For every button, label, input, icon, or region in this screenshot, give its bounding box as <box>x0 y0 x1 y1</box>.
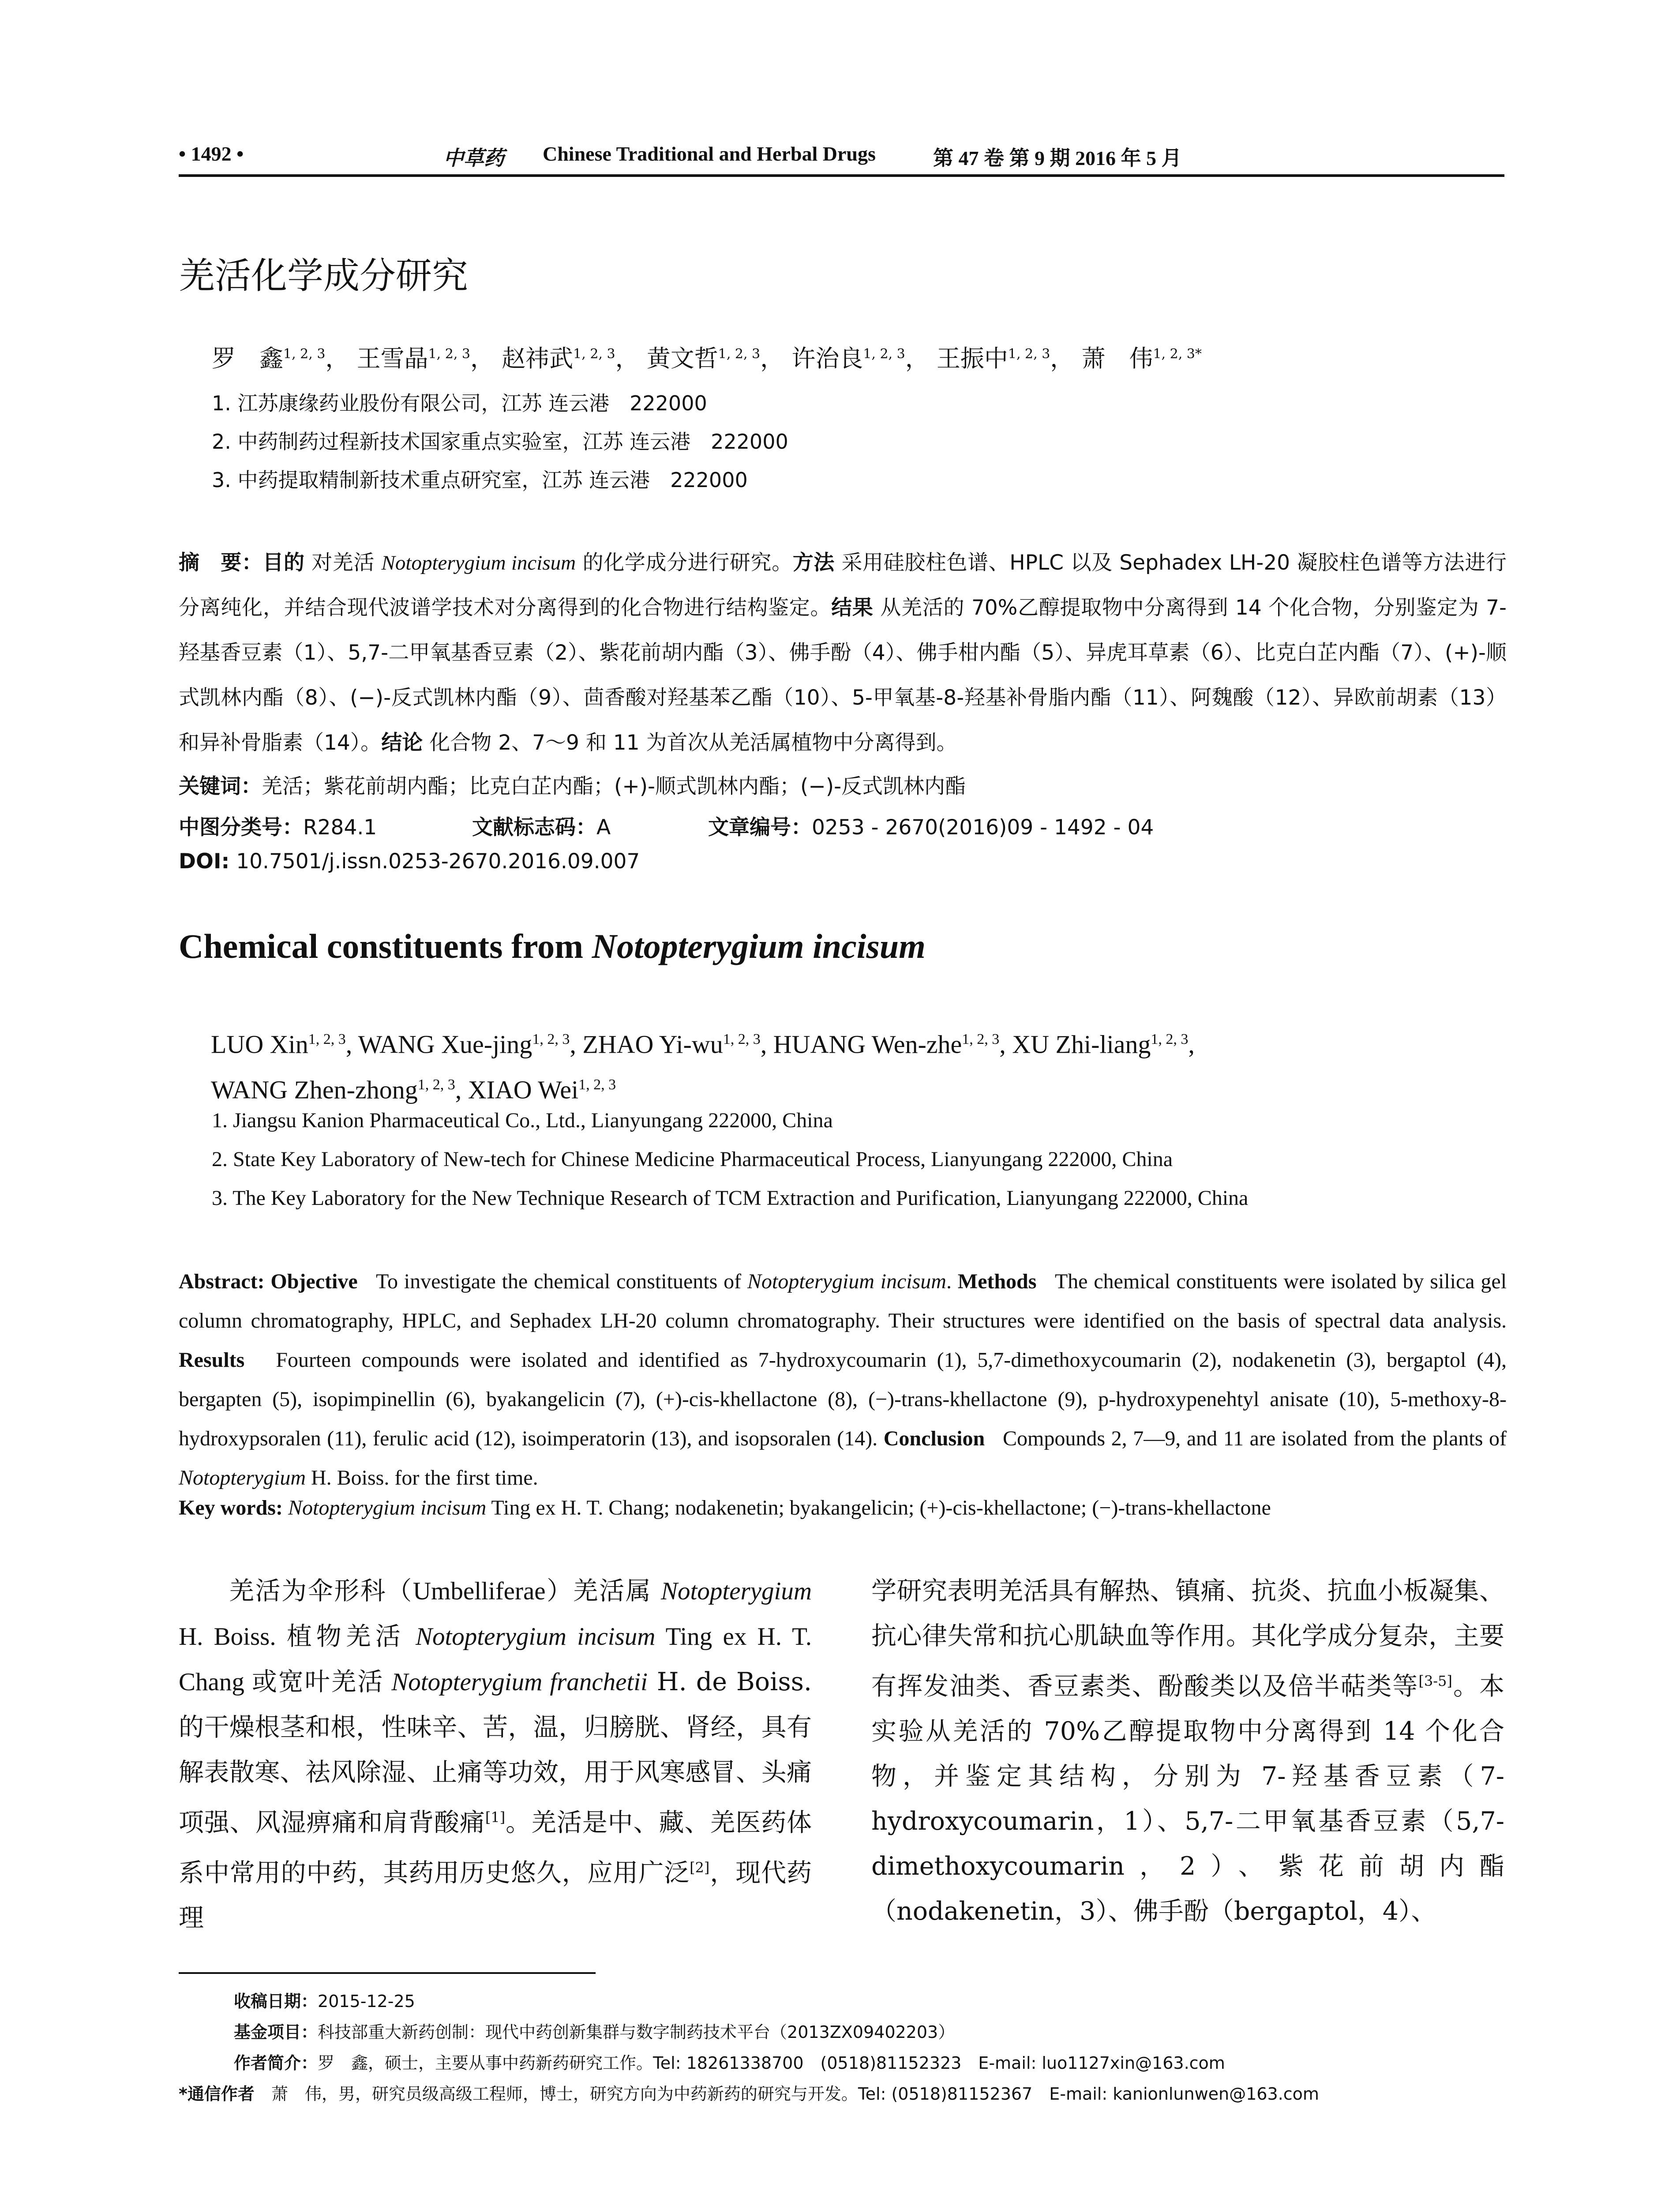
citation-ref[interactable]: [1] <box>485 1809 506 1826</box>
species-name: Notopterygium incisum <box>381 552 576 574</box>
author-cn: 王雪晶 <box>356 345 428 372</box>
article-value: 0253 - 2670(2016)09 - 1492 - 04 <box>812 815 1154 840</box>
body-column-left <box>179 1568 812 1940</box>
title-cn: 羌活化学成分研究 <box>179 255 469 297</box>
author-sup: 1, 2, 3 <box>283 346 326 362</box>
species-name-en: Notopterygium incisum <box>747 1270 946 1293</box>
body-text: 羌活为伞形科（ <box>229 1576 413 1606</box>
doc-label: 文献标志码： <box>472 815 596 840</box>
methods-en-label: Methods <box>957 1270 1037 1293</box>
objective-en-text: . <box>946 1270 952 1293</box>
issue-info: 第 47 卷 第 9 期 2016 年 5 月 <box>933 147 1182 169</box>
author-sup: 1, 2, 3* <box>1153 346 1202 362</box>
footnote-rule <box>179 1972 596 1974</box>
footnote-text: 2015-12-25 <box>318 1992 415 2011</box>
clc-value: R284.1 <box>303 815 377 840</box>
author-sup: 1, 2, 3 <box>532 1031 570 1047</box>
citation-ref[interactable]: [2] <box>690 1859 710 1876</box>
results-en-label: Results <box>179 1348 245 1372</box>
author-cn: 黄文哲 <box>646 345 718 372</box>
author-en: ZHAO Yi-wu <box>582 1030 723 1059</box>
body-text: ）羌活属 <box>545 1576 661 1606</box>
author-en: XIAO Wei <box>468 1075 579 1104</box>
body-text: 。本实验从羌活的 70%乙醇提取物中分离得到 14 个化合物，并鉴定其结构，分别为 7-羟基香豆素（7-hydroxycoumarin，1）、5,7-二甲氧基香豆素（5,7-dimethoxycoumarin，2）、紫花前胡内酯（nodakenetin，3）、佛手酚（bergaptol，4）、 <box>871 1672 1505 1926</box>
footnote-corresponding <box>179 2080 1319 2105</box>
classification-line <box>179 811 377 840</box>
author-sep: , <box>345 1030 358 1059</box>
page-number: • 1492 • <box>179 143 244 165</box>
body-text: H. de Boiss. 的干燥根茎和根，性味辛、苦，温，归膀胱、肾经，具有解表散寒、祛风除湿、止痛等功效，用于风寒感冒、头痛项强、风湿痹痛和肩背酸痛 <box>179 1667 812 1837</box>
author-en: HUANG Wen-zhe <box>773 1030 962 1059</box>
author-sup: 1, 2, 3 <box>962 1031 1000 1047</box>
abstract-en <box>179 1262 1507 1497</box>
clc-label: 中图分类号： <box>179 815 303 840</box>
abstract-cn <box>179 540 1507 765</box>
footnote-text: 科技部重大新药创制：现代中药创新集群与数字制药技术平台（2013ZX09402203） <box>318 2022 955 2042</box>
doi-label: DOI: <box>179 849 230 874</box>
keywords-label: 关键词： <box>179 774 262 799</box>
journal-name-cn: 中草药 <box>443 146 504 170</box>
conclusion-text: 化合物 2、7～9 和 11 为首次从羌活属植物中分离得到。 <box>429 731 957 755</box>
author-sep: , <box>570 1030 583 1059</box>
running-header <box>179 142 1504 173</box>
affiliation-en: 3. The Key Laboratory for the New Technique Research of TCM Extraction and Purification, Lianyungang 222000, China <box>212 1186 1249 1210</box>
footnote-label: 作者简介： <box>234 2053 318 2073</box>
author-cn: 罗 鑫 <box>212 345 283 372</box>
authors-en: LUO Xin$^{1, 2, 3}$, WANG Xue-jing$^{1, 2, 3}$, ZHAO Yi-wu$^{1, 2, 3}$, HUANG Wen-zhe$^{1, 2, 3}$, XU Zhi-liang$^{1, 2, 3}$, WANG Zhen-zhong$^{1, 2, 3}$, XIAO Wei$^{1, 2, 3}$ <box>211 1030 1195 1104</box>
species-name: Notopterygium franchetii <box>391 1668 648 1696</box>
article-number <box>708 811 1154 840</box>
author-sep: , <box>455 1075 468 1104</box>
conclusion-en-label: Conclusion <box>883 1427 985 1450</box>
objective-text: 的化学成分进行研究。 <box>576 551 793 575</box>
abstract-en-label: Abstract: Objective <box>179 1270 358 1293</box>
author-sup: 1, 2, 3 <box>863 346 905 362</box>
citation-ref[interactable]: [3-5] <box>1418 1673 1452 1689</box>
methods-text: 采用硅胶柱色谱、HPLC 以及 Sephadex LH-20 凝胶柱色谱等方法进行分离纯化，并结合现代波谱学技术对分离得到的化合物进行结构鉴定。 <box>179 551 1507 620</box>
species-name: Notopterygium incisum <box>415 1623 656 1651</box>
footnote-label: *通信作者 <box>179 2084 255 2104</box>
objective-en-text: To investigate the chemical constituents of <box>376 1270 747 1293</box>
affiliation-cn: 1. 江苏康缘药业股份有限公司，江苏 连云港 222000 <box>212 391 707 415</box>
conclusion-label: 结论 <box>381 731 423 755</box>
title-en <box>179 927 926 966</box>
results-text: 从羌活的 70%乙醇提取物中分离得到 14 个化合物，分别鉴定为 7-羟基香豆素（1）、5,7-二甲氧基香豆素（2）、紫花前胡内酯（3）、佛手酚（4）、佛手柑内酯（5）、异虎耳草素（6）、比克白芷内酯（7）、(+)-顺式凯林内酯（8）、(−)-反式凯林内酯（9）、茴香酸对羟基苯乙酯（10）、5-甲氧基-8-羟基补骨脂内酯（11）、阿魏酸（12）、异欧前胡素（13）和异补骨脂素（14）。 <box>179 596 1507 755</box>
author-cn: 王振中 <box>936 345 1008 372</box>
keywords-en-label: Key words: <box>179 1496 283 1519</box>
author-sup: 1, 2, 3 <box>428 346 470 362</box>
author-en: WANG Xue-jing <box>358 1030 532 1059</box>
body-text: 学研究表明羌活具有解热、镇痛、抗炎、抗血小板凝集、抗心律失常和抗心肌缺血等作用。其化学成分复杂，主要有挥发油类、香豆素类、酚酸类以及倍半萜类等 <box>871 1576 1504 1701</box>
body-text: ，现代药理 <box>179 1858 812 1932</box>
footnote-funding <box>234 2018 955 2043</box>
author-sup: 1, 2, 3 <box>1151 1031 1189 1047</box>
author-en: WANG Zhen-zhong <box>211 1075 418 1104</box>
author-sup: 1, 2, 3 <box>578 1077 616 1093</box>
affiliation-cn: 3. 中药提取精制新技术重点研究室，江苏 连云港 222000 <box>212 468 748 492</box>
journal-name-en: Chinese Traditional and Herbal Drugs <box>543 143 876 165</box>
body-text: 。羌活是中、藏、羌医药体系中常用的中药，其药用历史悠久，应用广泛 <box>179 1808 812 1887</box>
title-en-species: Notopterygium incisum <box>592 927 926 965</box>
affiliation-en: 1. Jiangsu Kanion Pharmaceutical Co., Ltd., Lianyungang 222000, China <box>212 1109 833 1132</box>
author-sup: 1, 2, 3 <box>718 346 761 362</box>
keywords-en-text: Ting ex H. T. Chang; nodakenetin; byakangelicin; (+)-cis-khellactone; (−)-trans-khellactone <box>486 1496 1271 1519</box>
title-en-text: Chemical constituents from <box>179 927 592 965</box>
author-sup: 1, 2, 3 <box>308 1031 346 1047</box>
footnote-text: 萧 伟，男，研究员级高级工程师，博士，研究方向为中药新药的研究与开发。Tel: (0518)81152367 E-mail: kanionlunwen@163.com <box>254 2084 1319 2104</box>
objective-label: 目的 <box>262 551 305 575</box>
affiliation-en: 2. State Key Laboratory of New-tech for Chinese Medicine Pharmaceutical Process, Lianyungang 222000, China <box>212 1148 1173 1171</box>
methods-en-text: The chemical constituents were isolated by silica gel column chromatography, HPLC, and Sephadex LH-20 column chromatography. Their structures were identified on the basis of spectral data analysis. <box>179 1270 1507 1332</box>
keywords-en <box>179 1496 1507 1520</box>
footnote-author-bio <box>234 2049 1225 2074</box>
results-en-text: Fourteen compounds were isolated and identified as 7-hydroxycoumarin (1), 5,7-dimethoxycoumarin (2), nodakenetin (3), bergaptol (4), bergapten (5), isopimpinellin (6), byakangelicin (7), (+)-cis-khellactone (8), (−)-trans-khellactone (9), p-hydroxypenehtyl anisate (10), 5-methoxy-8-hydroxypsoralen (11), ferulic acid (12), isoimperatorin (13), and isopsoralen (14). <box>179 1348 1507 1450</box>
body-text-en: Ting ex H. T. Chang 或宽叶羌活 <box>179 1623 812 1696</box>
header-rule <box>179 174 1504 177</box>
doi-line <box>179 849 640 874</box>
keywords-species: Notopterygium incisum <box>288 1496 487 1519</box>
affiliation-cn: 2. 中药制药过程新技术国家重点实验室，江苏 连云港 222000 <box>212 430 788 454</box>
objective-text: 对羌活 <box>311 551 382 575</box>
author-sep: , <box>999 1030 1012 1059</box>
conclusion-en-text: H. Boiss. for the first time. <box>305 1466 538 1489</box>
author-sup: 1, 2, 3 <box>1008 346 1050 362</box>
author-sep: , <box>760 1030 773 1059</box>
footnote-received <box>234 1988 415 2012</box>
author-en: XU Zhi-liang <box>1012 1030 1151 1059</box>
doc-value: A <box>596 815 611 840</box>
keywords-cn <box>179 770 966 799</box>
abstract-label: 摘 要： <box>179 551 263 575</box>
author-cn: 赵祎武 <box>502 345 574 372</box>
genus-name: Notopterygium <box>179 1466 306 1489</box>
body-text-en: H. Boiss. 植物羌活 <box>179 1623 416 1651</box>
author-cn: 许治良 <box>791 345 863 372</box>
results-label: 结果 <box>831 596 874 620</box>
author-sup: 1, 2, 3 <box>723 1031 761 1047</box>
authors-cn: 罗 鑫$^{1, 2, 3}$， 王雪晶$^{1, 2, 3}$， 赵祎武$^{1, 2, 3}$， 黄文哲$^{1, 2, 3}$， 许治良$^{1, 2, 3}$， 王振中$^{1, 2, 3}$， 萧 伟$^{1, 2, 3*}$ <box>212 345 1202 372</box>
body-column-right <box>871 1568 1504 1934</box>
author-sup: 1, 2, 3 <box>573 346 615 362</box>
document-code <box>472 811 611 840</box>
doi-link[interactable]: 10.7501/j.issn.0253-2670.2016.09.007 <box>236 849 640 874</box>
author-sup: 1, 2, 3 <box>417 1077 455 1093</box>
body-text-en: Umbelliferae <box>412 1577 546 1605</box>
article-label: 文章编号： <box>708 815 812 840</box>
footnote-text: 罗 鑫，硕士，主要从事中药新药研究工作。Tel: 18261338700 (0518)81152323 E-mail: luo1127xin@163.com <box>318 2053 1225 2073</box>
author-cn: 萧 伟 <box>1081 345 1153 372</box>
footnote-label: 基金项目： <box>234 2022 318 2042</box>
conclusion-en-text: Compounds 2, 7—9, and 11 are isolated from the plants of <box>1002 1427 1507 1450</box>
footnote-label: 收稿日期： <box>234 1992 318 2011</box>
methods-label: 方法 <box>792 551 835 575</box>
genus-name: Notopterygium <box>661 1577 812 1605</box>
author-en: LUO Xin <box>211 1030 308 1059</box>
keywords-text: 羌活；紫花前胡内酯；比克白芷内酯；(+)-顺式凯林内酯；(−)-反式凯林内酯 <box>262 774 966 799</box>
